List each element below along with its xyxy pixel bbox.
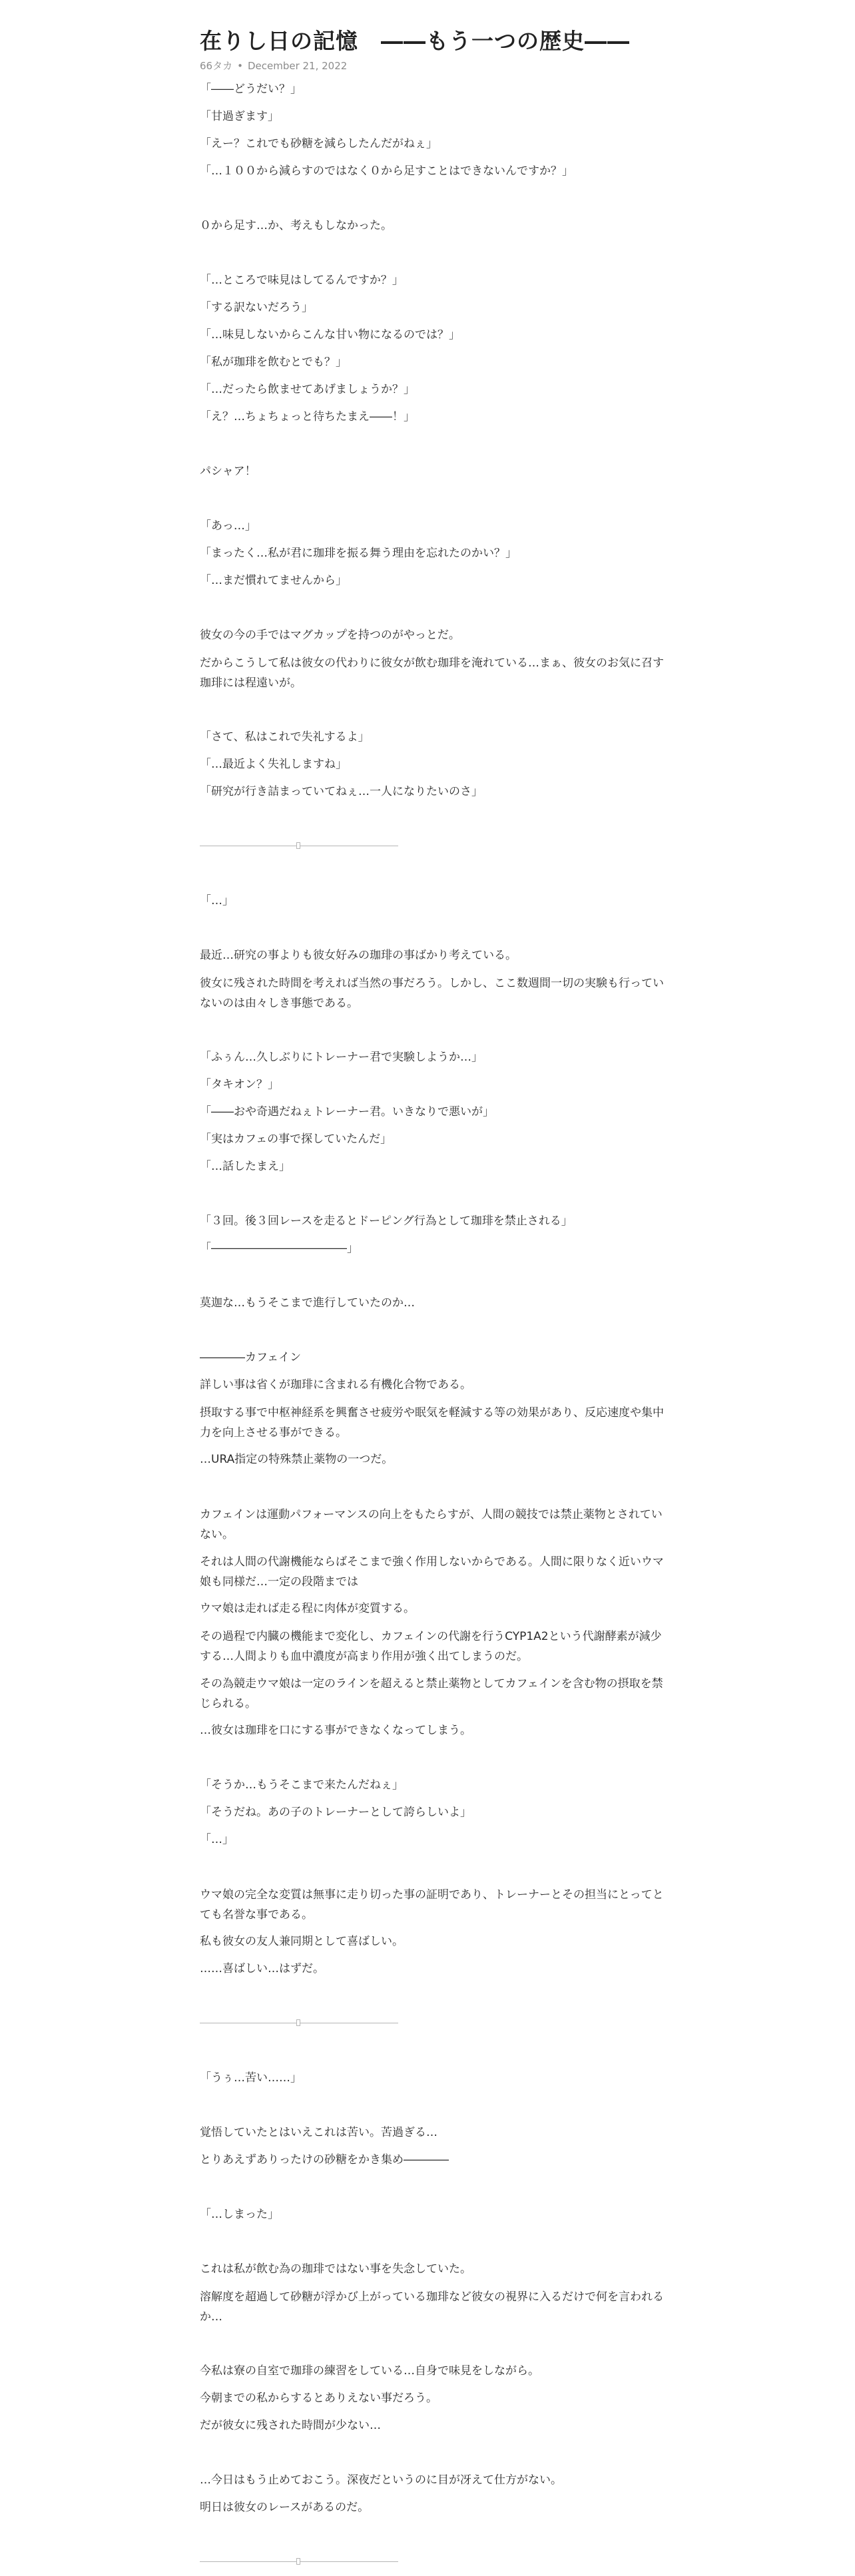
blank-line: [200, 185, 666, 212]
narration-line: 最近…研究の事よりも彼女好みの珈琲の事ばかり考えている。: [200, 949, 517, 962]
narration-line: これは私が飲む為の珈琲ではない事を失念していた。: [200, 2262, 471, 2276]
section-divider: [200, 2549, 666, 2576]
narration-line: とりあえずありったけの砂糖をかき集め――――: [200, 2153, 449, 2167]
dialogue-line: 「――――――――――――」: [200, 1242, 358, 1255]
blank-line: [200, 806, 666, 833]
dialogue-line: 「する訳ないだろう」: [200, 301, 313, 314]
narration-paragraph: それは人間の代謝機能ならばそこまで強く作用しないからである。人間に限りなく近いウマ娘も同様だ…一定の段階までは: [200, 1555, 664, 1589]
blank-line: [200, 431, 666, 458]
section-divider: [200, 2010, 666, 2037]
divider-ornament: [296, 842, 300, 849]
blank-line: [200, 2228, 666, 2256]
dialogue-line: 「――どうだい？」: [200, 83, 302, 96]
dialogue-line: 「そうか…もうそこまで来たんだねぇ」: [200, 1778, 404, 1792]
narration-line: 今私は寮の自室で珈琲の練習をしている…自身で味見をしながら。: [200, 2364, 539, 2378]
dialogue-line: 「甘過ぎます」: [200, 110, 279, 123]
post-date: December 21, 2022: [247, 60, 348, 72]
dialogue-line: 「まったく…私が君に珈琲を振る舞う理由を忘れたのかい？」: [200, 547, 517, 560]
blank-line: [200, 2092, 666, 2119]
blank-line: [200, 1854, 666, 1881]
narration-paragraph: その為競走ウマ娘は一定のラインを超えると禁止薬物としてカフェインを含む物の摂取を禁じられる。: [200, 1677, 663, 1710]
blank-line: [200, 2330, 666, 2358]
post-meta: [200, 57, 666, 75]
blank-line: [200, 860, 666, 888]
narration-paragraph: カフェインは運動パフォーマンスの向上をもたらすが、人間の競技では禁止薬物とされていない。: [200, 1508, 663, 1541]
narration-line: 明日は彼女のレースがあるのだ。: [200, 2501, 370, 2514]
dialogue-line: 「…ところで味見はしてるんですか？」: [200, 274, 404, 287]
blank-line: [200, 2521, 666, 2549]
divider-ornament: [296, 2558, 300, 2565]
narration-paragraph: 溶解度を超過して砂糖が浮かび上がっている珈琲など彼女の視界に入るだけで何を言われるか…: [200, 2290, 664, 2324]
blank-line: [200, 1180, 666, 1208]
blank-line: [200, 2174, 666, 2201]
article: [200, 25, 666, 2576]
narration-line: 彼女の今の手ではマグカップを持つのがやっとだ。: [200, 629, 460, 642]
dialogue-line: 「ふぅん…久しぶりにトレーナー君で実験しようか…」: [200, 1051, 483, 1064]
dialogue-line: 「――おや奇遇だねぇトレーナー君。いきなりで悪いが」: [200, 1105, 494, 1119]
narration-line: だが彼女に残された時間が少ない…: [200, 2419, 381, 2432]
post-title: 在りし日の記憶 ――もう一つの歴史――: [200, 28, 630, 54]
blank-line: [200, 696, 666, 724]
blank-line: [200, 1262, 666, 1290]
blank-line: [200, 1983, 666, 2010]
narration-paragraph: ウマ娘の完全な変質は無事に走り切った事の証明であり、トレーナーとその担当にとってとても名誉な事である。: [200, 1888, 664, 1922]
meta-separator: •: [237, 60, 243, 72]
dialogue-line: 「え？…ちょちょっと待ちたまえ――！」: [200, 410, 415, 423]
narration-line: ０から足す…か、考えもしなかった。: [200, 219, 392, 232]
divider-ornament: [296, 2019, 300, 2026]
narration-line: ……喜ばしい…はずだ。: [200, 1962, 324, 1975]
narration-line: 覚悟していたとはいえこれは苦い。苦過ぎる…: [200, 2126, 437, 2139]
section-divider: [200, 833, 666, 860]
narration-paragraph: だからこうして私は彼女の代わりに彼女が飲む珈琲を淹れている…まぁ、彼女のお気に召す珈琲には程遠いが。: [200, 656, 664, 690]
dialogue-line: 「…最近よく失礼しますね」: [200, 758, 347, 771]
blank-line: [200, 2037, 666, 2065]
narration-line: …URA指定の特殊禁止薬物の一つだ。: [200, 1453, 394, 1466]
blank-line: [200, 485, 666, 513]
narration-paragraph: その過程で内臓の機能まで変化し、カフェインの代謝を行うCYP1A2という代謝酵素が減少する…人間よりも血中濃度が高まり作用が強く出てしまうのだ。: [200, 1630, 662, 1663]
blank-line: [200, 1744, 666, 1772]
dialogue-line: 「…しまった」: [200, 2208, 279, 2221]
dialogue-line: 「…１００から減らすのではなく０から足すことはできないんですか？」: [200, 164, 573, 178]
blank-line: [200, 915, 666, 942]
dialogue-line: 「…味見しないからこんな甘い物になるのでは？」: [200, 328, 460, 342]
dialogue-line: 「…」: [200, 894, 234, 907]
dialogue-line: 「…まだ慣れてませんから」: [200, 574, 347, 587]
narration-line: 詳しい事は省くが珈琲に含まれる有機化合物である。: [200, 1378, 471, 1392]
dialogue-line: 「そうだね。あの子のトレーナーとして誇らしいよ」: [200, 1806, 471, 1819]
dialogue-line: 「タキオン？」: [200, 1078, 279, 1091]
dialogue-line: 「実はカフェの事で探していたんだ」: [200, 1133, 392, 1146]
dialogue-line: 「さて、私はこれで失礼するよ」: [200, 730, 370, 744]
blank-line: [200, 1317, 666, 1344]
blank-line: [200, 240, 666, 267]
narration-line: 私も彼女の友人兼同期として喜ばしい。: [200, 1935, 404, 1948]
narration-line: ――――カフェイン: [200, 1351, 302, 1364]
blank-line: [200, 2440, 666, 2467]
narration-line: ウマ娘は走れば走る程に肉体が変質する。: [200, 1602, 415, 1615]
post-body: [200, 76, 666, 2576]
dialogue-line: 「あっ…」: [200, 519, 256, 533]
dialogue-line: 「えー？これでも砂糖を減らしたんだがねぇ」: [200, 137, 437, 150]
blank-line: [200, 1017, 666, 1044]
narration-paragraph: 彼女に残された時間を考えれば当然の事だろう。しかし、ここ数週間一切の実験も行っていないのは由々しき事態である。: [200, 977, 664, 1010]
dialogue-line: 「…話したまえ」: [200, 1160, 290, 1173]
narration-paragraph: 摂取する事で中枢神経系を興奮させ疲労や眠気を軽減する等の効果があり、反応速度や集中力を向上させる事ができる。: [200, 1406, 664, 1439]
dialogue-line: 「…」: [200, 1833, 234, 1846]
narration-line: …彼女は珈琲を口にする事ができなくなってしまう。: [200, 1724, 471, 1737]
blank-line: [200, 1473, 666, 1501]
blank-line: [200, 595, 666, 622]
dialogue-line: 「私が珈琲を飲むとでも？」: [200, 356, 347, 369]
dialogue-line: 「うぅ…苦い……」: [200, 2071, 302, 2085]
dialogue-line: 「研究が行き詰まっていてねぇ…一人になりたいのさ」: [200, 785, 483, 798]
dialogue-line: 「３回。後３回レースを走るとドーピング行為として珈琲を禁止される」: [200, 1214, 573, 1228]
narration-line: 莫迦な…もうそこまで進行していたのか…: [200, 1296, 415, 1310]
narration-line: 今朝までの私からするとありえない事だろう。: [200, 2392, 437, 2405]
author-link[interactable]: 66タカ: [200, 60, 233, 72]
narration-line: パシャア！: [200, 465, 256, 478]
narration-line: …今日はもう止めておこう。深夜だというのに目が冴えて仕方がない。: [200, 2473, 562, 2487]
dialogue-line: 「…だったら飲ませてあげましょうか？」: [200, 383, 415, 396]
